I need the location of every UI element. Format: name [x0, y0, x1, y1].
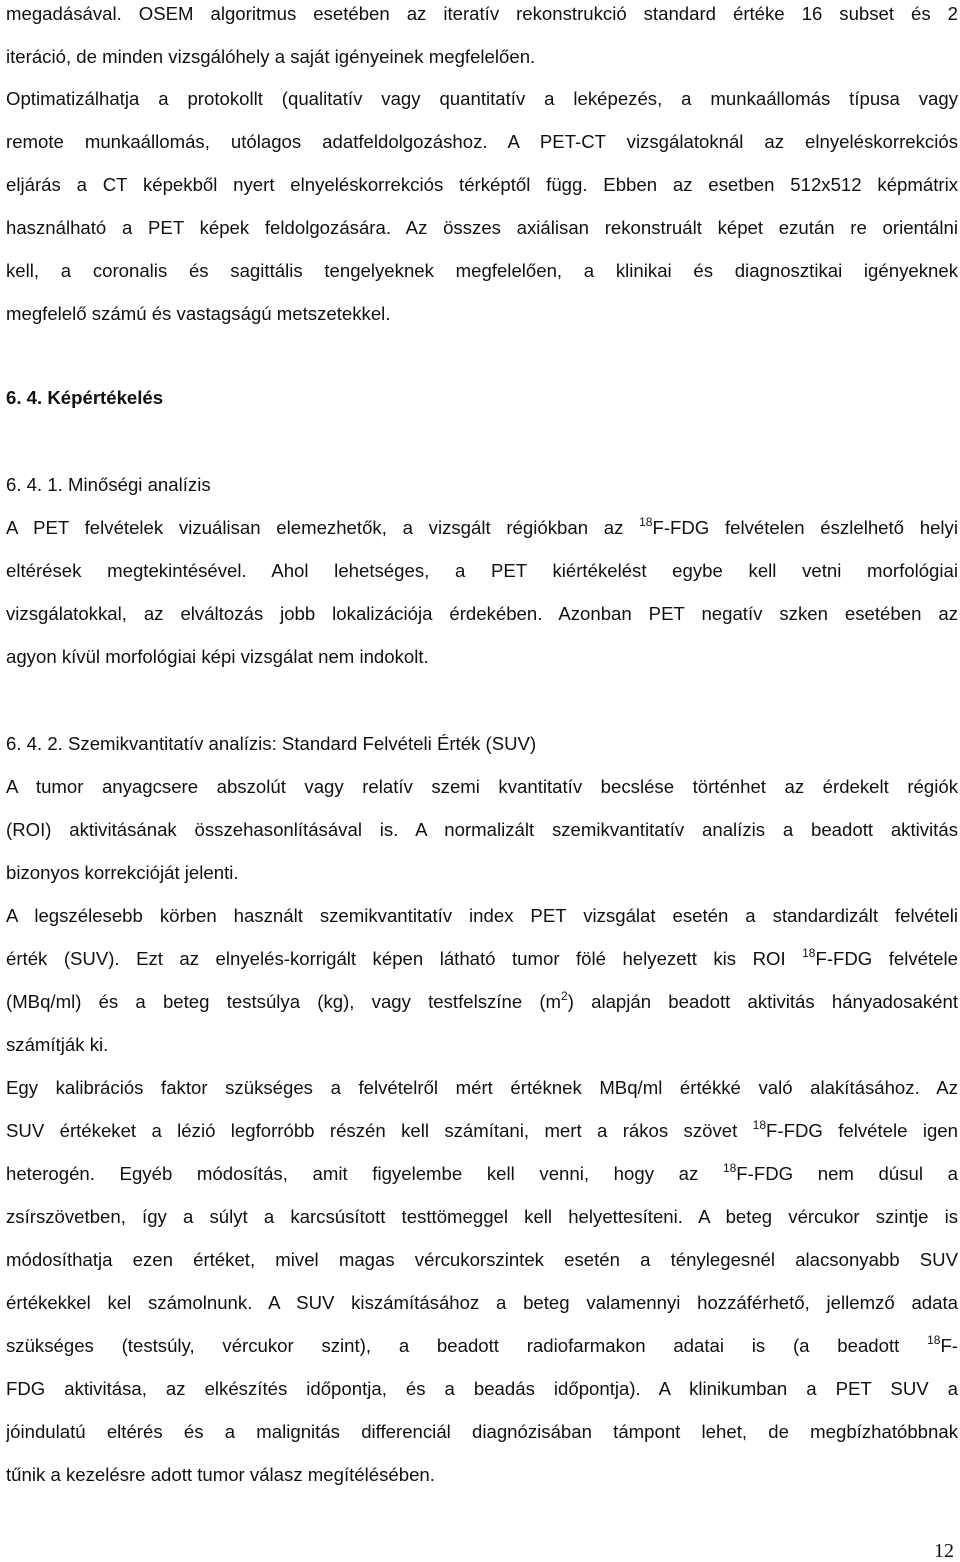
text-segment: érték (SUV). Ezt az elnyelés-korrigált képen látható tumor fölé helyezett kis ROI: [6, 948, 803, 969]
text-line: A tumor anyagcsere abszolút vagy relatív szemi kvantitatív becslése történhet az érdekelt régiók: [6, 776, 958, 797]
superscript: 2: [561, 990, 568, 1003]
superscript: 18: [722, 1162, 737, 1175]
text-line: FDG aktivitása, az elkészítés időpontja, és a beadás időpontja). A klinikumban a PET SUV a: [6, 1378, 958, 1399]
page-number: 12: [934, 1540, 954, 1562]
text-line: jóindulatú eltérés és a malignitás differenciál diagnózisában támpont lehet, de megbízhatóbbnak: [6, 1421, 958, 1442]
text-segment: heterogén. Egyéb módosítás, amit figyelembe kell venni, hogy az: [6, 1163, 723, 1184]
text-line: [6, 1119, 958, 1143]
superscript: 18: [752, 1119, 767, 1132]
superscript: 18: [639, 516, 653, 529]
text-line: tűnik a kezelésre adott tumor válasz megítélésében.: [6, 1464, 435, 1485]
text-segment: F-FDG felvétele: [815, 948, 958, 969]
section-heading: 6. 4. Képértékelés: [6, 387, 164, 408]
text-segment: ) alapján beadott aktivitás hányadosaként: [567, 991, 958, 1012]
text-line: értékekkel kel számolnunk. A SUV kiszámításához a beteg valamennyi hozzáférhető, jellemző adata: [6, 1292, 958, 1313]
text-line: vizsgálatokkal, az elváltozás jobb lokalizációja érdekében. Azonban PET negatív szken esetében az: [6, 603, 958, 624]
text-line: [6, 947, 958, 971]
text-line: használható a PET képek feldolgozására. Az összes axiálisan rekonstruált képet ezután re orientálni: [6, 217, 958, 238]
superscript: 18: [927, 1334, 941, 1347]
text-line: kell, a coronalis és sagittális tengelyeknek megfelelően, a klinikai és diagnosztikai igényeknek: [6, 260, 958, 281]
subsection-heading: 6. 4. 2. Szemikvantitatív analízis: Standard Felvételi Érték (SUV): [6, 733, 537, 754]
text-line: zsírszövetben, így a súlyt a karcsúsított testtömeggel kell helyettesíteni. A beteg vércukor szintje is: [6, 1206, 958, 1227]
text-segment: F-FDG felvételen észlelhető helyi: [652, 517, 958, 538]
text-segment: F-FDG nem dúsul a: [736, 1163, 958, 1184]
text-segment: SUV értékeket a lézió legforróbb részén kell számítani, mert a rákos szövet: [6, 1120, 753, 1141]
superscript: 18: [802, 947, 816, 960]
text-line: módosíthatja ezen értéket, mivel magas vércukorszintek esetén a ténylegesnél alacsonyabb SUV: [6, 1249, 958, 1270]
text-line: Egy kalibrációs faktor szükséges a felvételről mért értéknek MBq/ml értékké való alakításához. Az: [6, 1077, 958, 1098]
text-segment: F-FDG felvétele igen: [766, 1120, 958, 1141]
text-segment: A PET felvételek vizuálisan elemezhetők, a vizsgált régiókban az: [6, 517, 640, 538]
text-line: agyon kívül morfológiai képi vizsgálat nem indokolt.: [6, 646, 429, 667]
text-line: bizonyos korrekcióját jelenti.: [6, 862, 239, 883]
text-segment: (MBq/ml) és a beteg testsúlya (kg), vagy testfelszíne (m: [6, 991, 562, 1012]
text-line: Optimatizálhatja a protokollt (qualitatív vagy quantitatív a leképezés, a munkaállomás típusa vagy: [6, 88, 958, 109]
text-segment: F-: [940, 1335, 958, 1356]
text-line: A legszélesebb körben használt szemikvantitatív index PET vizsgálat esetén a standardizált felvételi: [6, 905, 958, 926]
text-line: iteráció, de minden vizsgálóhely a saját igényeinek megfelelően.: [6, 46, 536, 67]
text-line: eljárás a CT képekből nyert elnyeléskorrekciós térképtől függ. Ebben az esetben 512x512 képmátrix: [6, 174, 958, 195]
text-line: [6, 1162, 958, 1186]
text-line: remote munkaállomás, utólagos adatfeldolgozáshoz. A PET-CT vizsgálatoknál az elnyeléskorrekciós: [6, 131, 958, 152]
text-line: megadásával. OSEM algoritmus esetében az iteratív rekonstrukció standard értéke 16 subset és 2: [6, 3, 958, 24]
subsection-heading: 6. 4. 1. Minőségi analízis: [6, 474, 211, 495]
text-segment: szükséges (testsúly, vércukor szint), a beadott radiofarmakon adatai is (a beadott: [6, 1335, 928, 1356]
text-line: megfelelő számú és vastagságú metszetekkel.: [6, 303, 391, 324]
text-line: (ROI) aktivitásának összehasonlításával is. A normalizált szemikvantitatív analízis a beadott aktivitás: [6, 819, 958, 840]
text-line: eltérések megtekintésével. Ahol lehetséges, a PET kiértékelést egybe kell vetni morfológiai: [6, 560, 958, 581]
text-line: [6, 1334, 958, 1358]
text-line: [6, 990, 958, 1014]
text-line: [6, 516, 958, 540]
text-line: számítják ki.: [6, 1034, 109, 1055]
